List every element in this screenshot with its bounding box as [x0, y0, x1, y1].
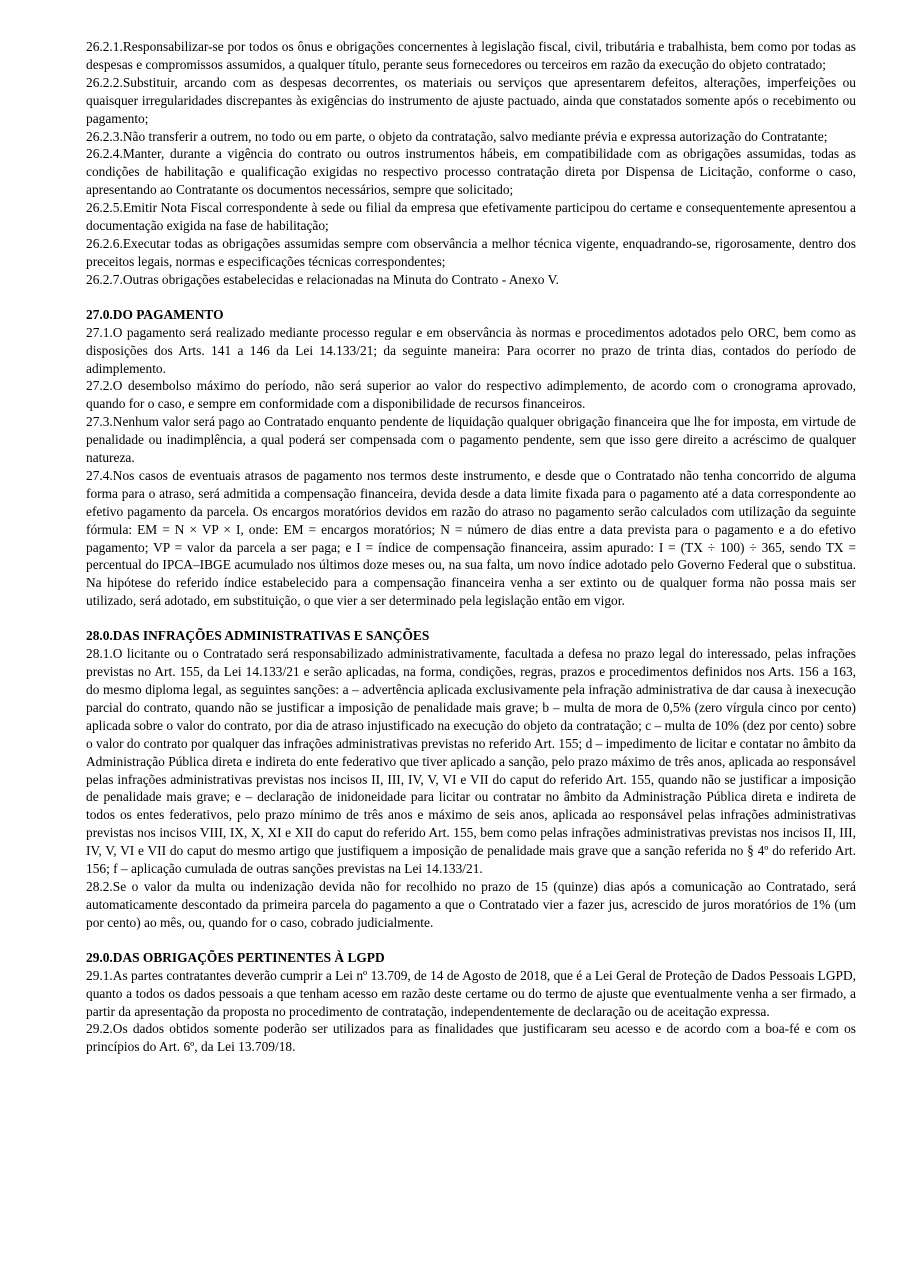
paragraph-29-1: 29.1.As partes contratantes deverão cumprir a Lei nº 13.709, de 14 de Agosto de 2018, que é a Lei Geral de Proteção de Dados Pessoais LGPD, quanto a todos os dados pessoais a que tenham acesso em razão deste certame ou do termo de ajuste que eventualmente venha a ser firmado, a partir da apresentação da proposta no procedimento de contratação, independentemente de declaração ou de aceitação expressa.: [86, 967, 856, 1019]
paragraph-26-2-3: 26.2.3.Não transferir a outrem, no todo ou em parte, o objeto da contratação, salvo mediante prévia e expressa autorização do Contratante;: [86, 128, 828, 144]
section-29-heading: 29.0.DAS OBRIGAÇÕES PERTINENTES À LGPD: [86, 949, 385, 965]
section-27-heading: 27.0.DO PAGAMENTO: [86, 306, 224, 322]
paragraph-26-2-5: 26.2.5.Emitir Nota Fiscal correspondente à sede ou filial da empresa que efetivamente participou do certame e consequentemente apresentou a documentação exigida na fase de habilitação;: [86, 200, 856, 234]
paragraph-26-2-6: 26.2.6.Executar todas as obrigações assumidas sempre com observância a melhor técnica vigente, enquadrando-se, rigorosamente, dentro dos preceitos legais, normas e especificações técnicas correspondentes;: [86, 235, 856, 269]
paragraph-26-2-1: 26.2.1.Responsabilizar-se por todos os ônus e obrigações concernentes à legislação fiscal, civil, tributária e trabalhista, bem como por todas as despesas e compromissos assumidos, a qualquer título, perante seus fornecedores ou terceiros em razão da execução do objeto contratado;: [86, 39, 856, 72]
paragraph-27-2: 27.2.O desembolso máximo do período, não será superior ao valor do respectivo adimplemento, de acordo com o cronograma aprovado, quando for o caso, e sempre em conformidade com a disponibilidade de recursos financeiros.: [86, 378, 856, 412]
paragraph-27-3: 27.3.Nenhum valor será pago ao Contratado enquanto pendente de liquidação qualquer obrigação financeira que lhe for imposta, em virtude de penalidade ou inadimplência, a qual poderá ser compensada com o pagamento pendente, sem que isso gere direito a acréscimo de qualquer natureza.: [86, 414, 856, 466]
section-28-heading: 28.0.DAS INFRAÇÕES ADMINISTRATIVAS E SANÇÕES: [86, 628, 430, 644]
paragraph-26-2-2: 26.2.2.Substituir, arcando com as despesas decorrentes, os materiais ou serviços que apresentarem defeitos, alterações, imperfeições ou quaisquer irregularidades discrepantes às exigências do instrumento de ajuste pactuado, ainda que constatados somente após o recebimento ou pagamento;: [86, 74, 856, 126]
paragraph-28-2: 28.2.Se o valor da multa ou indenização devida não for recolhido no prazo de 15 (quinze) dias após a comunicação ao Contratado, será automaticamente descontado da primeira parcela do pagamento a que o Contratado vier a fazer jus, acrescido de juros moratórios de 1% (um por cento) ao mês, ou, quando for o caso, cobrado judicialmente.: [86, 878, 856, 930]
paragraph-26-2-7: 26.2.7.Outras obrigações estabelecidas e relacionadas na Minuta do Contrato - Anexo V.: [86, 271, 559, 287]
paragraph-26-2-4: 26.2.4.Manter, durante a vigência do contrato ou outros instrumentos hábeis, em compatibilidade com as obrigações assumidas, todas as condições de habilitação e qualificação exigidas no respectivo processo contratação direta por Dispensa de Licitação, conforme o caso, apresentando ao Contratante os documentos necessários, sempre que solicitado;: [86, 146, 856, 198]
paragraph-28-1: 28.1.O licitante ou o Contratado será responsabilizado administrativamente, facultada a defesa no prazo legal do interessado, pelas infrações previstas no Art. 155, da Lei 14.133/21 e serão aplicadas, na forma, condições, regras, prazos e procedimentos definidos nos Arts. 156 a 163, do mesmo diploma legal, as seguintes sanções: a – advertência aplicada exclusivamente pela infração administrativa de dar causa à inexecução parcial do contrato, quando não se justificar a imposição de penalidade mais grave; b – multa de mora de 0,5% (zero vírgula cinco por cento) aplicada sobre o valor do contrato, por dia de atraso injustificado na execução do objeto da contratação; c – multa de 10% (dez por cento) sobre o valor do contrato por qualquer das infrações administrativas previstas no referido Art. 155; d – impedimento de licitar e contatar no âmbito da Administração Pública direta e indireta do ente federativo que tiver aplicado a sanção, pelo prazo máximo de três anos, aplicada ao responsável pelas infrações administrativas previstas nos incisos II, III, IV, V, VI e VII do caput do referido Art. 155, quando não se justificar a imposição de penalidade mais grave; e – declaração de inidoneidade para licitar ou contratar no âmbito da Administração Pública direta e indireta de todos os entes federativos, pelo prazo mínimo de três anos e máximo de seis anos, aplicada ao responsável pelas infrações administrativas previstas nos incisos VIII, IX, X, XI e XII do caput do referido Art. 155, bem como pelas infrações administrativas previstas nos incisos II, III, IV, V, VI e VII do caput do mesmo artigo que justifiquem a imposição de penalidade mais grave que a sanção referida no § 4º do referido Art. 156; f – aplicação cumulada de outras sanções previstas na Lei 14.133/21.: [86, 646, 856, 877]
paragraph-27-1: 27.1.O pagamento será realizado mediante processo regular e em observância às normas e procedimentos adotados pelo ORC, bem como as disposições dos Arts. 141 a 146 da Lei 14.133/21; da seguinte maneira: Para ocorrer no prazo de trinta dias, contados do período de adimplemento.: [86, 324, 856, 376]
paragraph-27-4: 27.4.Nos casos de eventuais atrasos de pagamento nos termos deste instrumento, e desde que o Contratado não tenha concorrido de alguma forma para o atraso, será admitida a compensação financeira, devida desde a data limite fixada para o pagamento até a data correspondente ao efetivo pagamento da parcela. Os encargos moratórios devidos em razão do atraso no pagamento serão calculados com utilização da seguinte fórmula: EM = N × VP × I, onde: EM = encargos moratórios; N = número de dias entre a data prevista para o pagamento e a do efetivo pagamento; VP = valor da parcela a ser paga; e I = índice de compensação financeira, assim apurado: I = (TX ÷ 100) ÷ 365, sendo TX = percentual do IPCA–IBGE acumulado nos últimos doze meses ou, na sua falta, um novo índice adotado pelo Governo Federal que o substitua. Na hipótese do referido índice estabelecido para a compensação financeira venha a ser extinto ou de qualquer forma não possa mais ser utilizado, será adotado, em substituição, o que vier a ser determinado pela legislação então em vigor.: [86, 467, 856, 609]
paragraph-29-2: 29.2.Os dados obtidos somente poderão ser utilizados para as finalidades que justificaram seu acesso e de acordo com a boa-fé e com os princípios do Art. 6º, da Lei 13.709/18.: [86, 1021, 856, 1055]
